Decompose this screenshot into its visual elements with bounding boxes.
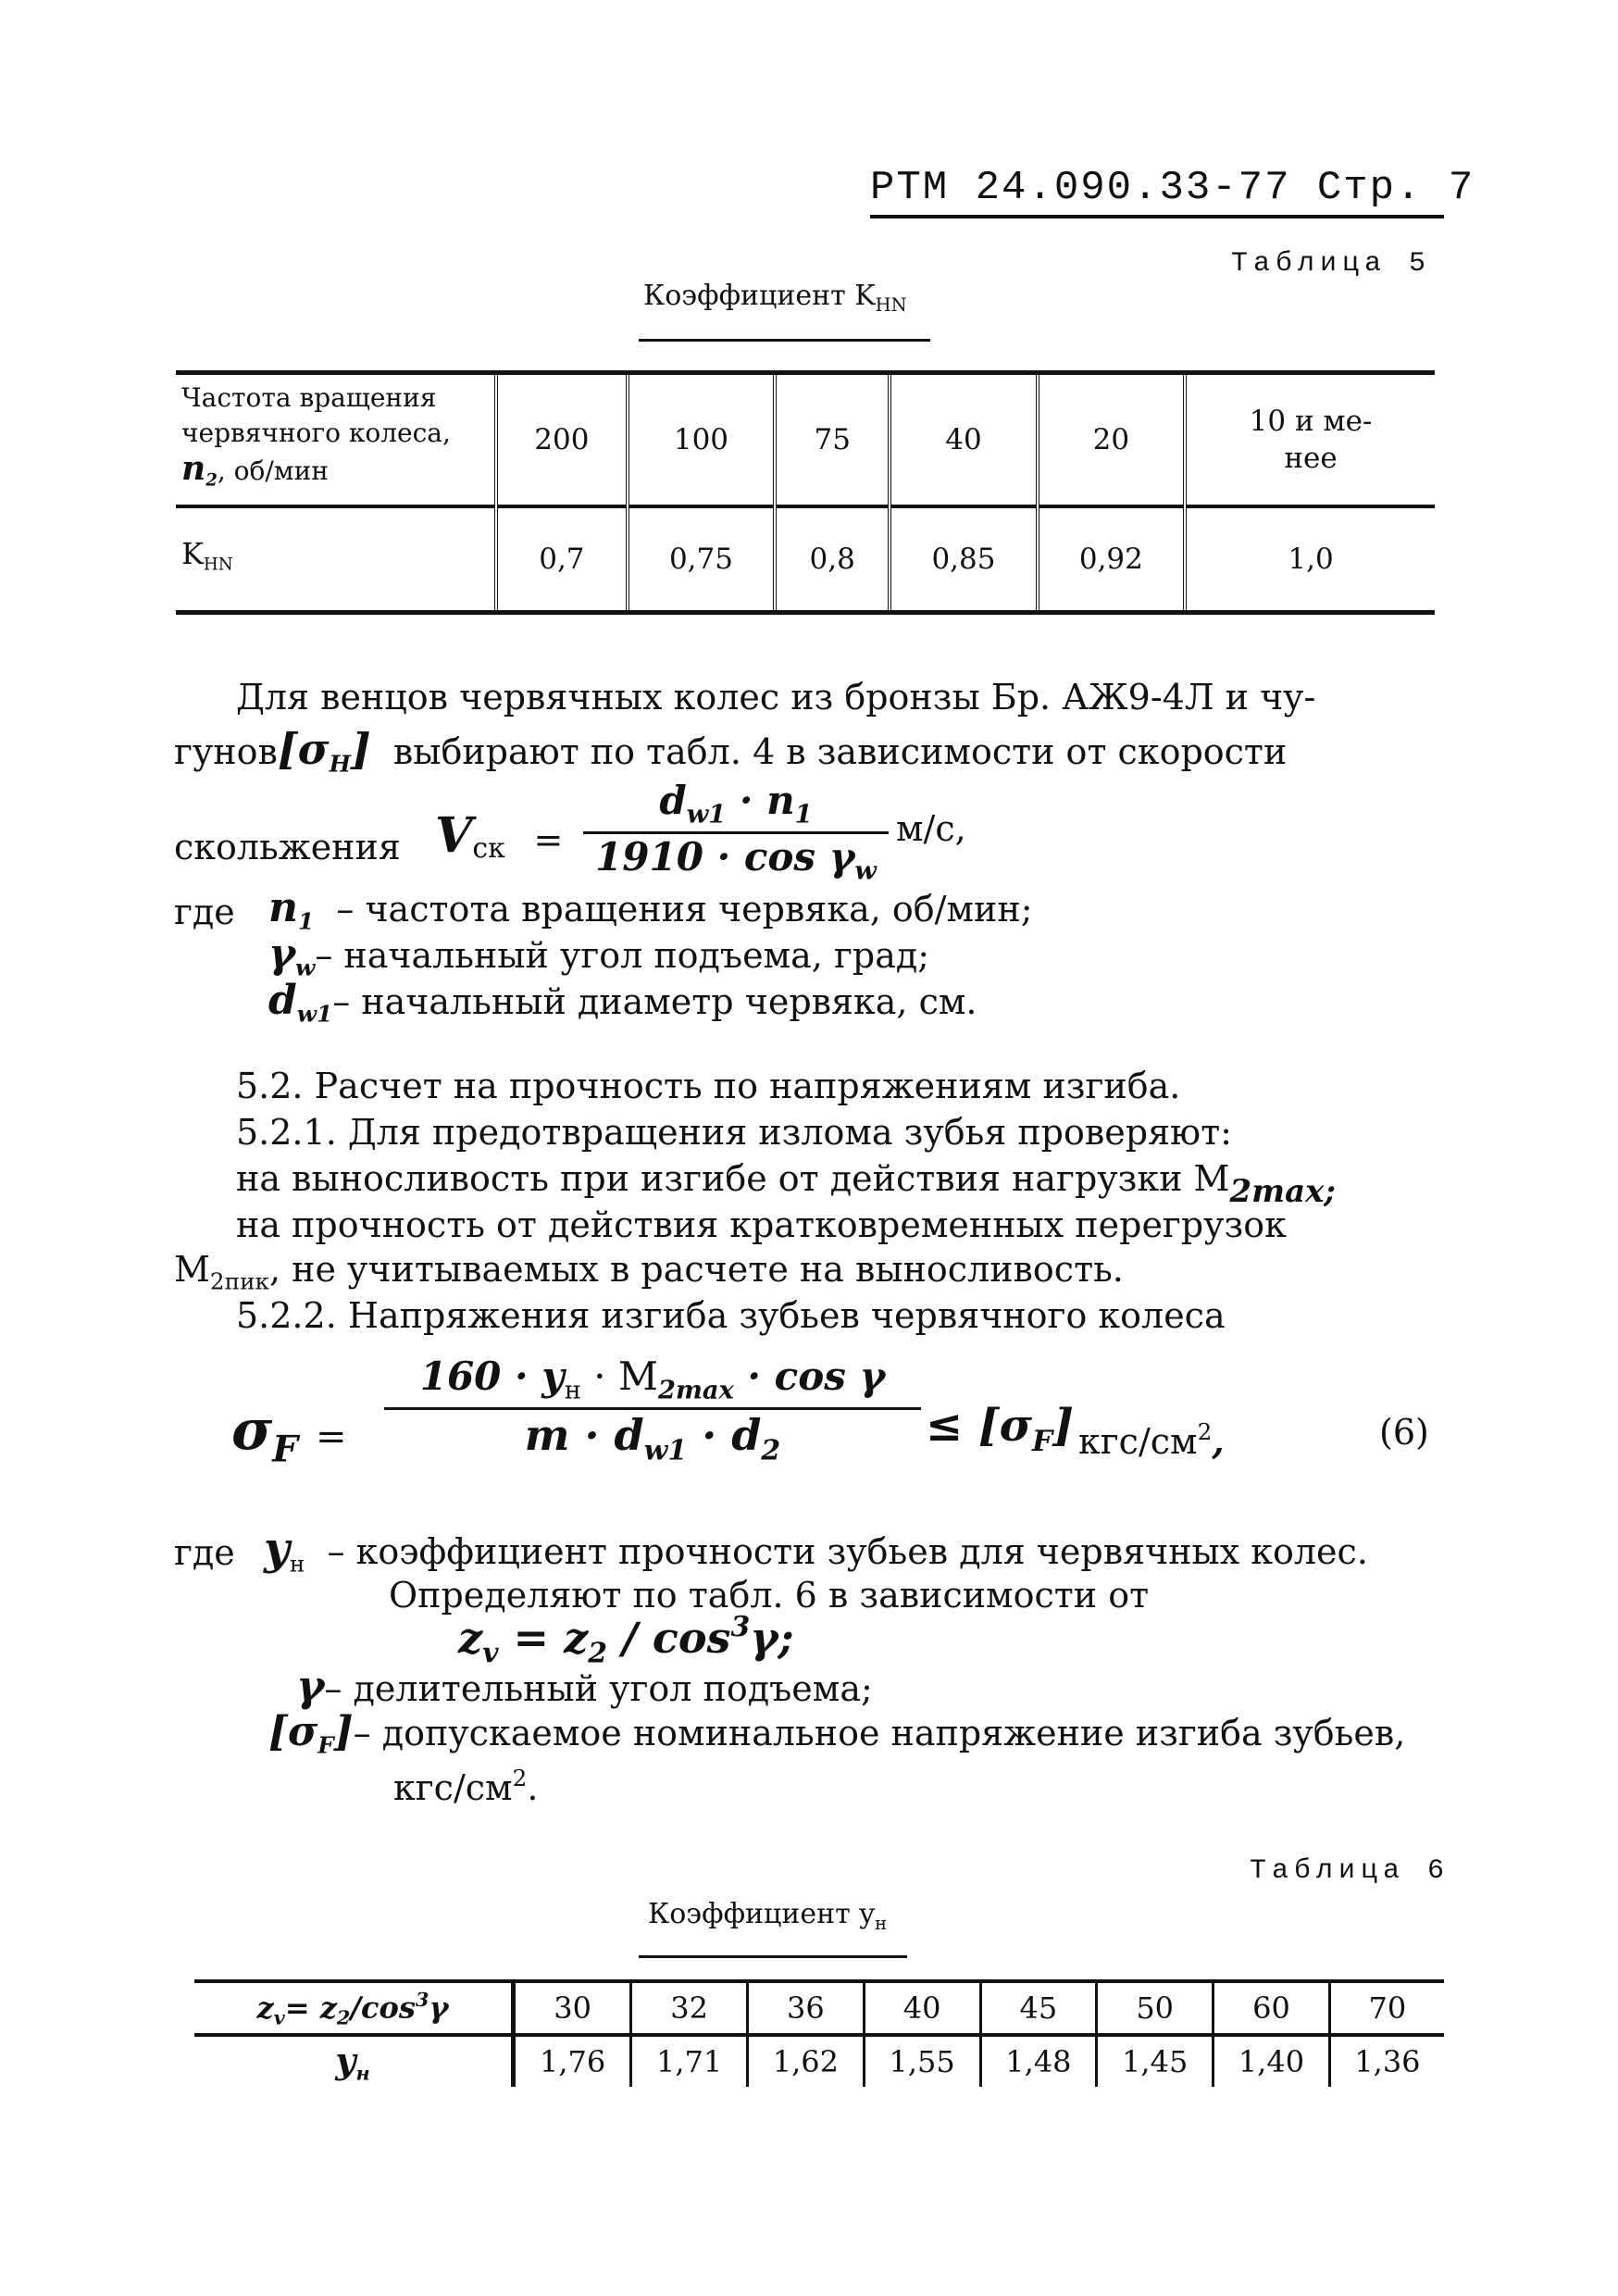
table5-cell: 0,92 <box>1038 506 1185 613</box>
section-5-2-1-line: на выносливость при изгибе от действия нагрузки М2max; <box>236 1158 1336 1210</box>
definition-gamma-w: $\gamma_w-$ начальный угол подъема, град; <box>268 930 930 981</box>
table5-cell: 0,7 <box>496 506 628 613</box>
table6-zv-cell: 45 <box>980 1981 1097 2035</box>
table6 <box>194 1979 1444 2087</box>
table5-col-header: 200 <box>496 373 628 507</box>
slip-unit: м/с, <box>896 808 966 849</box>
definition-dw1: $d_{w1}-$ начальный диаметр червяка, см. <box>268 977 977 1028</box>
table5-cell: 0,85 <box>890 506 1037 613</box>
table5-label: Таблица 5 <box>1231 248 1432 280</box>
definition-n1: $n_1$ – частота вращения червяка, об/мин; <box>268 884 1033 935</box>
formula-zv: $z_v = z_2 / \cos^3\gamma$; <box>458 1611 794 1670</box>
table6-yh-cell: 1,55 <box>864 2035 980 2087</box>
table6-zv-cell: 32 <box>631 1981 748 2035</box>
table6-caption: Коэффициент $y_н$ <box>648 1898 888 1934</box>
paragraph-line: Для венцов червячных колес из бронзы Бр. АЖ9-4Л и чу- <box>236 677 1316 718</box>
table5-cell: 0,8 <box>775 506 890 613</box>
table6-zv-cell: 36 <box>748 1981 865 2035</box>
table6-zv-cell: 50 <box>1097 1981 1214 2035</box>
formula-6-unit: кгс/$см^2$, <box>1078 1418 1225 1462</box>
section-5-2-1: 5.2.1. Для предотвращения излома зубья проверяют: <box>236 1112 1232 1153</box>
table6-row-header-zv: $z_v= z_2/\cos^3\gamma$ <box>194 1981 514 2035</box>
table6-row-header-yh: $y_н$ <box>335 2039 370 2085</box>
table5-row-header: Частота вращения червячного колеса, $n_2$, об/мин <box>176 373 496 507</box>
table5 <box>176 370 1435 615</box>
table6-yh-cell: 1,36 <box>1329 2035 1444 2087</box>
table5-caption: Коэффициент $K_{HN}$ <box>643 280 907 316</box>
table6-yh-cell: 1,62 <box>748 2035 865 2087</box>
table5-cell: 0,75 <box>628 506 775 613</box>
section-5-2: 5.2. Расчет на прочность по напряжениям изгиба. <box>236 1066 1181 1106</box>
where-label: где <box>174 892 235 932</box>
slip-label: скольжения <box>174 827 401 867</box>
document-header: РТМ 24.090.33-77 Стр. 7 <box>870 165 1475 211</box>
header-underline <box>870 215 1444 218</box>
definition-yh-line2: Определяют по табл. 6 в зависимости от <box>389 1575 1150 1616</box>
table6-zv-cell: 30 <box>514 1981 631 2035</box>
formula-6-lhs: $\sigma_F$ = <box>231 1398 347 1471</box>
section-5-2-2: 5.2.2. Напряжения изгиба зубьев червячного колеса <box>236 1295 1226 1336</box>
formula-slip-velocity: Vск = <box>435 807 564 865</box>
paragraph-line: $гунов[\sigma_H]$ выбирают по табл. 4 в зависимости от скорости <box>174 724 1288 778</box>
table6-yh-cell: 1,76 <box>514 2035 631 2087</box>
definition-gamma: γ– делительный угол подъема; <box>296 1661 873 1711</box>
definition-sigma-f-line2: кгс/$см^2$. <box>393 1765 539 1808</box>
table5-col-header: 100 <box>628 373 775 507</box>
table5-col-header: 75 <box>775 373 890 507</box>
section-5-2-1-line: на прочность от действия кратковременных перегрузок <box>236 1204 1287 1245</box>
formula-6-bound: ≤ $[\sigma_F]$ <box>926 1400 1074 1458</box>
table5-caption-underline <box>639 339 930 342</box>
table6-zv-cell: 60 <box>1214 1981 1330 2035</box>
table6-zv-cell: 70 <box>1329 1981 1444 2035</box>
table5-col-header: 20 <box>1038 373 1185 507</box>
table5-col-header: 40 <box>890 373 1037 507</box>
table5-value-label: $K_{HN}$ <box>181 535 233 575</box>
formula-slip-fraction: $d_{w1} \cdot n_1$ $1910 \cdot \cos \gamma_w$ <box>583 778 889 885</box>
section-5-2-1-line: $М_{2пик}$, не учитываемых в расчете на выносливость. <box>174 1249 1124 1295</box>
table5-col-header: 10 и ме- нее <box>1185 373 1435 507</box>
table6-yh-cell: 1,40 <box>1214 2035 1330 2087</box>
definition-sigma-f: $[\sigma_F]-$ допускаемое номинальное напряжение изгиба зубьев, <box>268 1708 1406 1759</box>
table6-yh-cell: 1,45 <box>1097 2035 1214 2087</box>
table6-yh-cell: 1,71 <box>631 2035 748 2087</box>
formula-6-fraction: $160 \cdot y_н \cdot М_{2max} \cdot \cos \gamma$ $m \cdot d_{w1} \cdot d_2$ <box>384 1354 921 1466</box>
where-label: где <box>174 1532 235 1573</box>
table6-zv-cell: 40 <box>864 1981 980 2035</box>
definition-yh: $y_н$ – коэффициент прочности зубьев для червячных колес. <box>264 1523 1368 1578</box>
table6-yh-cell: 1,48 <box>980 2035 1097 2087</box>
formula-6-number: (6) <box>1379 1412 1429 1453</box>
table5-cell: 1,0 <box>1185 506 1435 613</box>
table6-caption-underline <box>639 1955 907 1958</box>
table6-label: Таблица 6 <box>1250 1855 1450 1887</box>
